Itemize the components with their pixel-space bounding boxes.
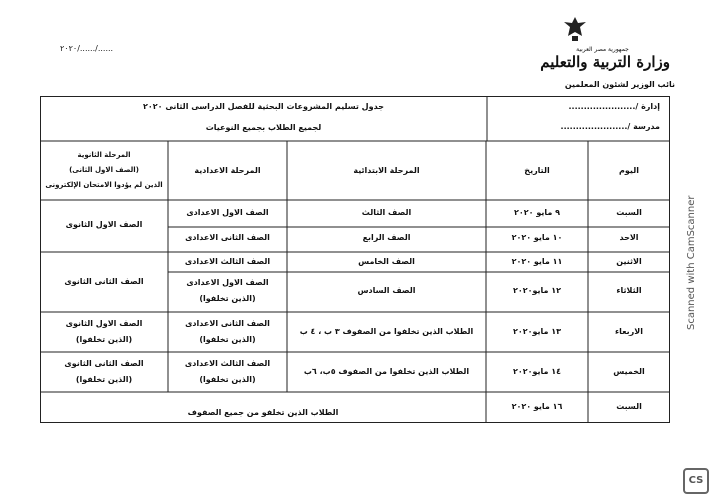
table-row-day: الاربعاء [615, 327, 643, 336]
scanner-watermark: Scanned with CamScanner [686, 195, 697, 330]
table-row-day: الخميس [613, 367, 645, 376]
table-row-day: السبت [616, 208, 642, 217]
table-row-secondary-line1: الصف الثانى الثانوى [64, 359, 144, 368]
camscanner-logo-icon: CS [683, 468, 709, 494]
header-secondary-line2: (الصف الاول الثانى) [69, 166, 139, 174]
table-row-merged: الطلاب الذين تخلفو من جميع الصفوف [187, 408, 339, 417]
secondary-second-merged: الصف الثانى الثانوى [64, 277, 144, 286]
table-row-date: ١٤ مايو٢٠٢٠ [512, 367, 562, 376]
table-row-secondary-line1: الصف الاول الثانوى [65, 319, 143, 328]
ministry-title: وزارة التربية والتعليم [540, 53, 670, 71]
eagle-emblem-icon [560, 14, 590, 44]
table-row-prep: الصف الاول الاعدادى [186, 208, 269, 217]
table-row-prep: الصف الثالث الاعدادى [184, 257, 271, 266]
table-row-prep-line2: (الذين تخلفوا) [199, 335, 256, 344]
table-row-primary: الصف الثالث [361, 208, 412, 217]
madrasa-field: مدرسة /...................... [560, 122, 660, 131]
header-secondary-line3: الذين لم يؤدوا الامتحان الإلكترونى [45, 181, 163, 189]
table-row-day: الاحد [619, 233, 639, 242]
table-row-primary: الطلاب الذين تخلفوا من الصفوف ٣ ب ، ٤ ب [299, 327, 474, 336]
table-row-primary: الطلاب الذين تخلفوا من الصفوف ٥ب، ٦ب [303, 367, 470, 376]
table-row-prep: الصف الثانى الاعدادى [185, 233, 270, 242]
header-primary: المرحلة الابتدائية [353, 166, 420, 175]
ministry-name [535, 46, 670, 71]
table-row-prep-line1: الصف الثانى الاعدادى [185, 319, 270, 328]
table-row-date: ١٦ مايو ٢٠٢٠ [511, 402, 563, 411]
header-day: اليوم [619, 166, 639, 175]
header-secondary-line1: المرحلة الثانوية [77, 151, 131, 159]
table-row-primary: الصف السادس [357, 286, 416, 295]
table-row-date: ٩ مايو ٢٠٢٠ [514, 208, 560, 217]
table-subtitle: لجميع الطلاب بجميع النوعيات [205, 123, 322, 132]
table-row-date: ١٢ مايو٢٠٢٠ [512, 286, 562, 295]
ministry-country: جمهورية مصر العربية [576, 46, 629, 53]
table-row-date: ١٣ مايو٢٠٢٠ [512, 327, 562, 336]
header-date: التاريخ [524, 166, 550, 175]
table-row-date: ١١ مايو ٢٠٢٠ [511, 257, 563, 266]
table-row-primary: الصف الرابع [362, 233, 411, 242]
date-line: ٢٠٢٠/....../...... [60, 44, 114, 53]
table-row-prep-line2: (الذين تخلفوا) [199, 294, 256, 303]
deputy-title: نائب الوزير لشئون المعلمين [564, 80, 675, 89]
table-row-day: السبت [616, 402, 642, 411]
schedule-table [40, 96, 670, 423]
table-row-date: ١٠ مايو ٢٠٢٠ [511, 233, 563, 242]
secondary-first-merged: الصف الاول الثانوى [65, 220, 143, 229]
table-row-prep-line1: الصف الاول الاعدادى [186, 278, 269, 287]
table-row-prep-line1: الصف الثالث الاعدادى [184, 359, 271, 368]
table-title: جدول تسليم المشروعات البحثية للفصل الدراسى الثانى ٢٠٢٠ [143, 102, 384, 111]
table-row-prep-line2: (الذين تخلفوا) [199, 375, 256, 384]
header-prep: المرحلة الاعدادية [194, 166, 261, 175]
table-row-day: الاثنين [616, 257, 642, 266]
table-row-primary: الصف الخامس [358, 257, 415, 266]
table-row-day: الثلاثاء [616, 286, 642, 295]
table-row-secondary-line2: (الذين تخلفوا) [75, 335, 133, 344]
table-row-secondary-line2: (الذين تخلفوا) [75, 375, 133, 384]
idara-field: إدارة /...................... [568, 102, 660, 111]
